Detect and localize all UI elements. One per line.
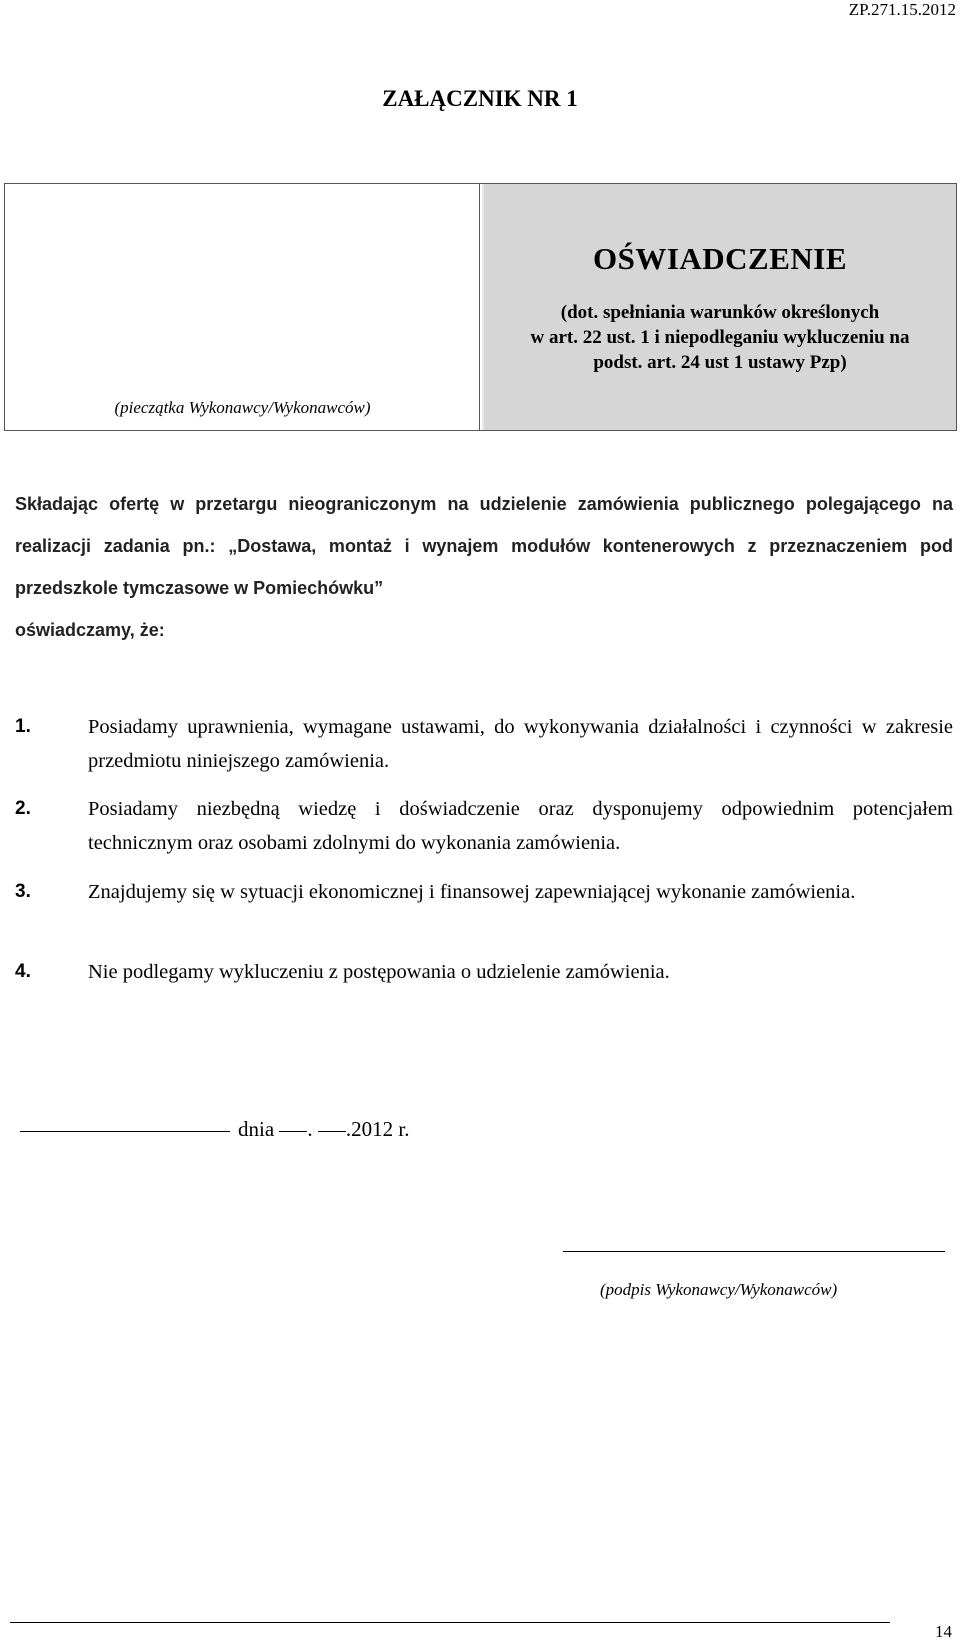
statement-number: 3. — [15, 881, 31, 902]
date-year: .2012 r. — [345, 1117, 410, 1141]
statement-number: 2. — [15, 798, 31, 819]
statement-number: 1. — [15, 716, 31, 737]
place-blank — [20, 1131, 230, 1132]
signature-label: (podpis Wykonawcy/Wykonawców) — [600, 1280, 838, 1299]
statement-text: Posiadamy uprawnienia, wymagane ustawami, do wykonywania działalności i czynności w zakresie przedmiotu niniejszego zamówienia. — [88, 716, 953, 772]
intro-lead: Składając ofertę w przetargu nieograniczonym na udzielenie zamówienia publicznego polegającego na realizacji zadania pn.: — [15, 494, 953, 556]
date-word: dnia — [238, 1117, 275, 1141]
declaration-subtitle-line: podst. art. 24 ust 1 ustawy Pzp) — [593, 352, 847, 373]
declaration-subtitle — [504, 300, 936, 375]
annex-title: ZAŁĄCZNIK NR 1 — [382, 86, 578, 111]
stamp-label: (pieczątka Wykonawcy/Wykonawców) — [114, 398, 371, 417]
declaration-subtitle-line: w art. 22 ust. 1 i niepodleganiu wykluczeniu na — [530, 327, 910, 348]
statement-item — [15, 710, 953, 778]
statement-text: Nie podlegamy wykluczeniu z postępowania o udzielenie zamówienia. — [88, 961, 670, 983]
declaration-title: OŚWIADCZENIE — [592, 241, 848, 276]
statement-item — [15, 955, 953, 989]
declaration-subtitle-line: (dot. spełniania warunków określonych — [560, 302, 880, 323]
statement-item — [15, 875, 953, 909]
statement-text: Znajdujemy się w sytuacji ekonomicznej i finansowej zapewniającej wykonanie zamówienia. — [88, 881, 856, 903]
day-blank — [279, 1131, 307, 1132]
statement-item — [15, 792, 953, 860]
statement-number: 4. — [15, 961, 31, 982]
date-separator: . — [307, 1117, 313, 1141]
stamp-cell — [5, 184, 480, 430]
intro-closing: oświadczamy, że: — [15, 620, 165, 640]
footer-rule — [10, 1622, 890, 1623]
page-number: 14 — [935, 1622, 952, 1641]
document-reference: ZP.271.15.2012 — [848, 0, 956, 19]
declaration-cell — [482, 184, 956, 430]
task-name: „Dostawa, montaż i wynajem modułów kontenerowych z przeznaczeniem pod przedszkole tymczasowe w Pomiechówku” — [15, 536, 953, 598]
month-blank — [318, 1131, 346, 1132]
header-form-box — [4, 183, 957, 431]
signature-line — [563, 1251, 945, 1252]
date-line — [20, 1117, 410, 1142]
statement-text: Posiadamy niezbędną wiedzę i doświadczenie oraz dysponujemy odpowiednim potencjałem technicznym oraz osobami zdolnymi do wykonania zamówienia. — [88, 798, 953, 854]
intro-paragraph — [15, 483, 953, 651]
